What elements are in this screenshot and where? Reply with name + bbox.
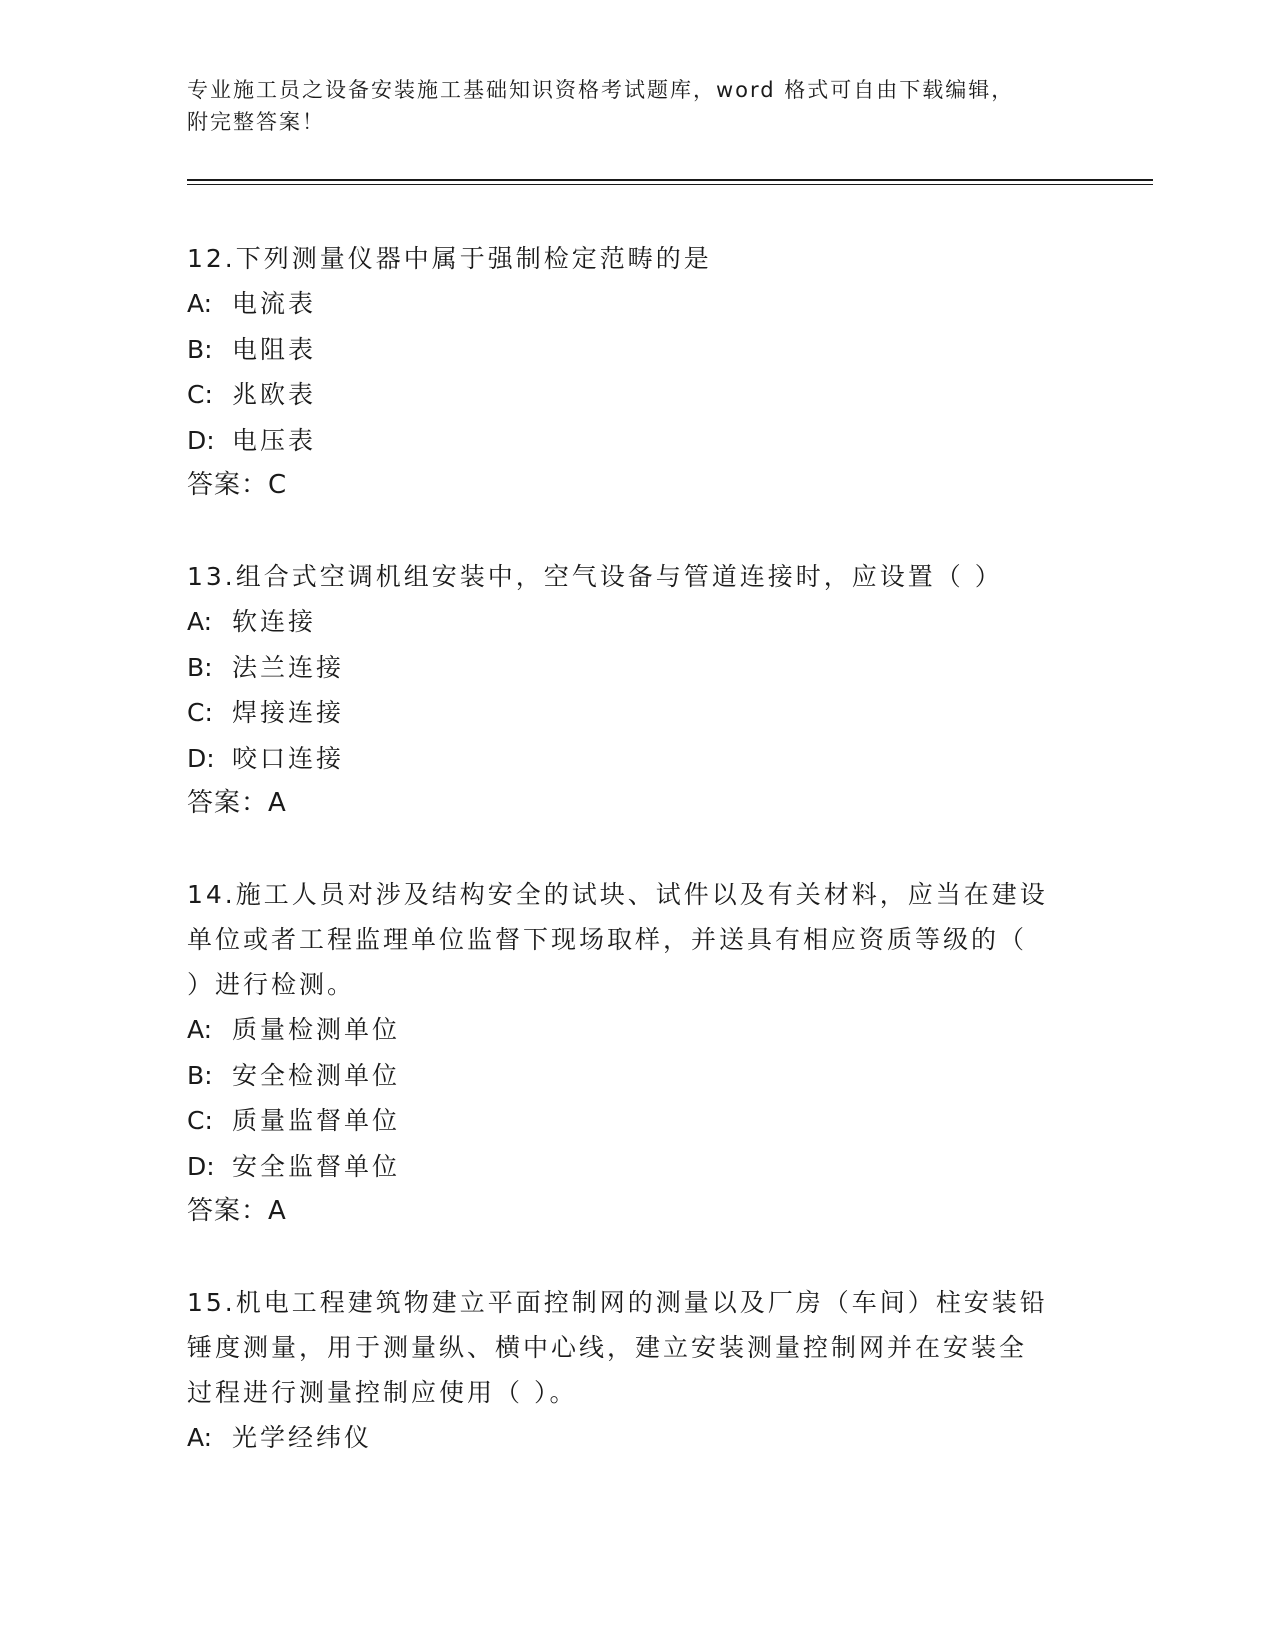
option-key: B: — [187, 334, 213, 364]
header-divider — [187, 179, 1153, 181]
option-b — [187, 645, 1067, 691]
option-key: A: — [187, 607, 213, 636]
question-line: 12.下列测量仪器中属于强制检定范畴的是 — [187, 244, 712, 273]
option-text: 质量监督单位 — [232, 1106, 401, 1135]
option-key: C: — [187, 1106, 213, 1135]
option-c — [187, 1098, 1067, 1144]
option-d — [187, 418, 1067, 464]
option-c — [187, 372, 1067, 418]
option-text: 咬口连接 — [232, 743, 345, 773]
option-text: 法兰连接 — [232, 652, 345, 682]
question-14 — [187, 872, 1067, 1234]
question-12 — [187, 236, 1067, 508]
option-key: D: — [187, 743, 215, 773]
question-line: ）进行检测。 — [187, 970, 356, 999]
option-d — [187, 736, 1067, 782]
option-key: A: — [187, 1423, 213, 1452]
option-key: A: — [187, 1015, 213, 1044]
question-line: 14.施工人员对涉及结构安全的试块、试件以及有关材料，应当在建设 — [187, 880, 1048, 909]
option-text: 电压表 — [232, 425, 317, 455]
question-text — [187, 1280, 1067, 1415]
option-key: B: — [187, 1060, 213, 1090]
question-line: 13.组合式空调机组安装中，空气设备与管道连接时，应设置（ ） — [187, 562, 1003, 591]
header-line: 专业施工员之设备安装施工基础知识资格考试题库，word 格式可自由下载编辑， — [187, 78, 1015, 102]
option-text: 软连接 — [232, 607, 317, 636]
question-line: 锤度测量，用于测量纵、横中心线，建立安装测量控制网并在安装全 — [187, 1333, 1028, 1362]
option-text: 安全监督单位 — [232, 1151, 401, 1181]
answer: 答案：A — [187, 1196, 287, 1226]
question-line: 15.机电工程建筑物建立平面控制网的测量以及厂房（车间）柱安装铅 — [187, 1288, 1048, 1317]
option-a — [187, 599, 1067, 645]
question-text — [187, 554, 1067, 599]
option-text: 兆欧表 — [232, 380, 317, 409]
answer: 答案：A — [187, 788, 287, 818]
option-text: 光学经纬仪 — [232, 1423, 373, 1452]
option-d — [187, 1144, 1067, 1190]
option-key: B: — [187, 652, 213, 682]
option-text: 安全检测单位 — [232, 1060, 401, 1090]
option-key: C: — [187, 380, 213, 409]
option-a — [187, 1007, 1067, 1053]
question-list — [187, 236, 1067, 1507]
option-text: 质量检测单位 — [232, 1015, 401, 1044]
option-a — [187, 281, 1067, 327]
document-header — [187, 74, 1067, 138]
option-b — [187, 327, 1067, 373]
option-key: C: — [187, 698, 213, 727]
option-c — [187, 690, 1067, 736]
question-13 — [187, 554, 1067, 826]
question-15 — [187, 1280, 1067, 1461]
option-a — [187, 1415, 1067, 1461]
answer: 答案：C — [187, 470, 288, 500]
option-b — [187, 1053, 1067, 1099]
option-key: D: — [187, 1151, 215, 1181]
header-divider — [187, 184, 1153, 185]
question-line: 过程进行测量控制应使用（ ）。 — [187, 1378, 578, 1407]
header-line: 附完整答案！ — [187, 110, 325, 134]
question-text — [187, 236, 1067, 281]
option-text: 电流表 — [232, 289, 317, 318]
option-key: D: — [187, 425, 215, 455]
option-text: 电阻表 — [232, 334, 317, 364]
option-key: A: — [187, 289, 213, 318]
question-text — [187, 872, 1067, 1007]
question-line: 单位或者工程监理单位监督下现场取样，并送具有相应资质等级的（ — [187, 925, 1028, 954]
option-text: 焊接连接 — [232, 698, 345, 727]
